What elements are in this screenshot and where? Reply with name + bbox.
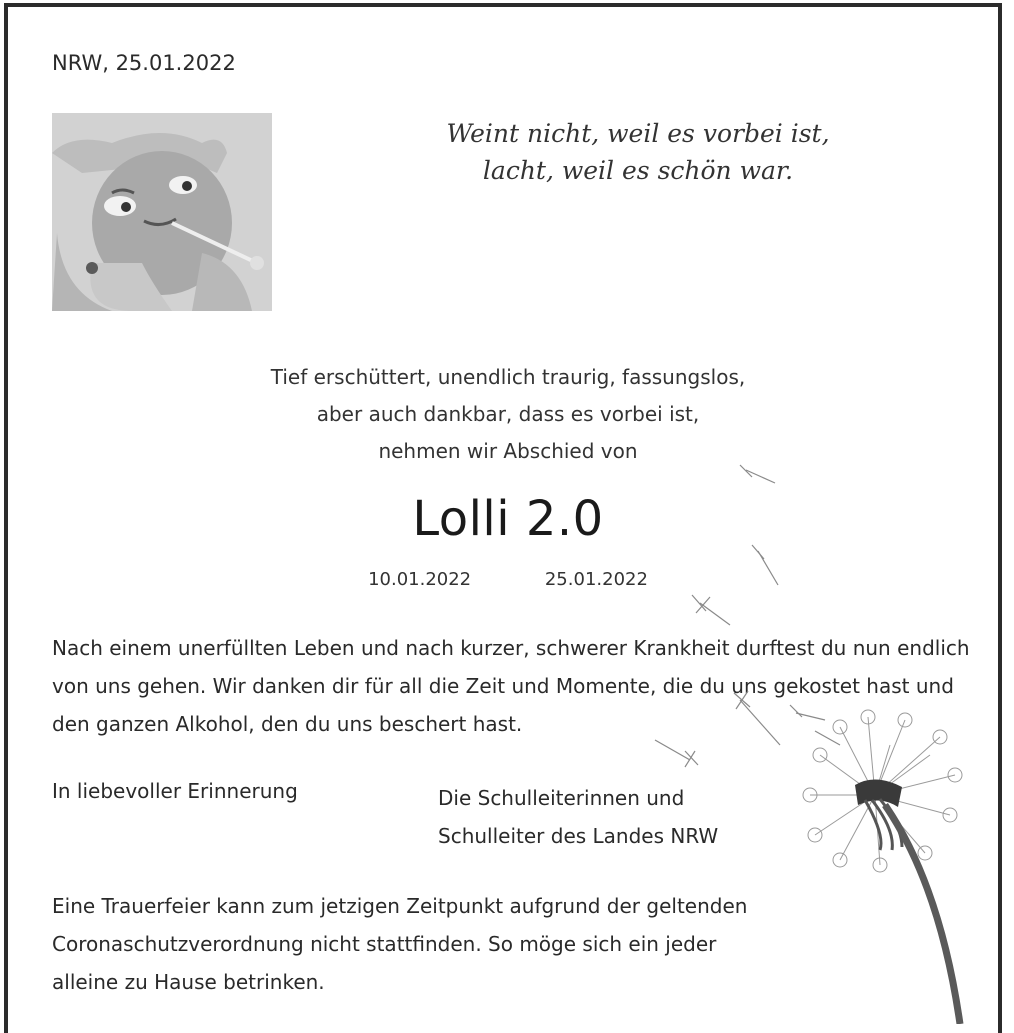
quote-line: lacht, weil es schön war. — [482, 156, 794, 185]
funeral-line: Coronaschutzverordnung nicht stattfinden. So möge sich ein jeder — [52, 932, 717, 956]
quote-line: Weint nicht, weil es vorbei ist, — [446, 119, 830, 148]
portrait-image — [52, 113, 272, 311]
body-line: den ganzen Alkohol, den du uns beschert hast. — [52, 712, 523, 736]
intro-line: aber auch dankbar, dass es vorbei ist, — [316, 402, 700, 426]
death-date: 25.01.2022 — [544, 569, 648, 590]
birth-date: 10.01.2022 — [368, 569, 472, 590]
obituary-card — [4, 3, 1002, 1033]
deceased-name: Lolli 2.0 — [412, 491, 604, 547]
body-line: Nach einem unerfüllten Leben und nach kurzer, schwerer Krankheit durftest du nun endlich — [52, 636, 970, 660]
intro-line: Tief erschüttert, unendlich traurig, fassungslos, — [270, 365, 746, 389]
intro-text — [208, 359, 808, 470]
signature — [438, 779, 778, 855]
body-line: von uns gehen. Wir danken dir für all die Zeit und Momente, die du uns gekostet hast und — [52, 674, 954, 698]
funeral-line: Eine Trauerfeier kann zum jetzigen Zeitpunkt aufgrund der geltenden — [52, 894, 748, 918]
memory-text: In liebevoller Erinnerung — [52, 779, 298, 803]
place-date: NRW, 25.01.2022 — [52, 51, 236, 75]
funeral-line: alleine zu Hause betrinken. — [52, 970, 325, 994]
life-dates — [308, 569, 708, 590]
signature-line: Die Schulleiterinnen und — [438, 786, 685, 810]
quote — [348, 115, 928, 189]
intro-line: nehmen wir Abschied von — [378, 439, 638, 463]
body-text — [52, 629, 972, 743]
funeral-notice — [52, 887, 752, 1001]
cartoon-character-icon — [52, 113, 272, 311]
signature-line: Schulleiter des Landes NRW — [438, 824, 719, 848]
